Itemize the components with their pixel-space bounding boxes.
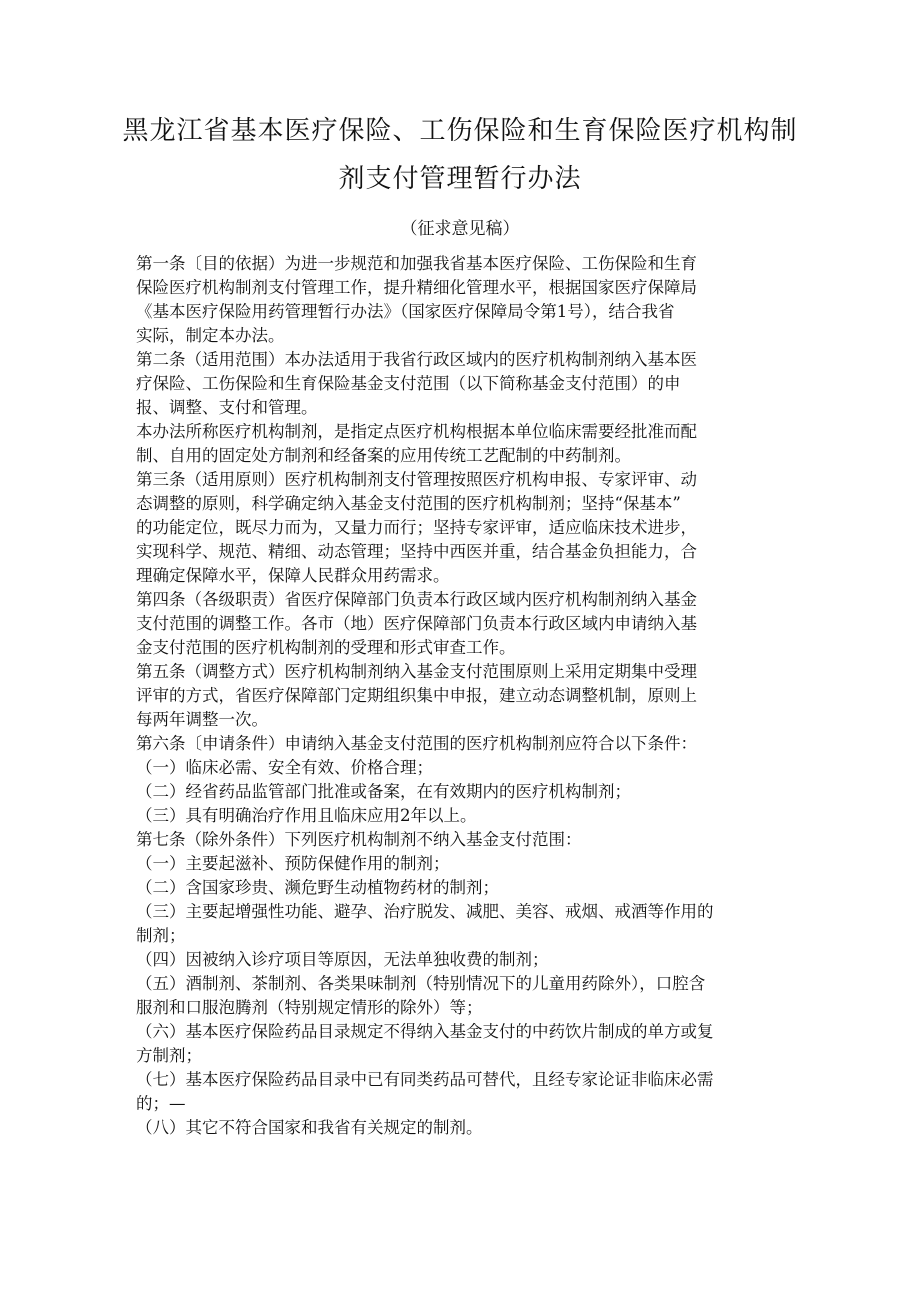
body-line: 第四条（各级职责）省医疗保障部门负责本行政区域内医疗机构制剂纳入基金 [136, 590, 697, 609]
body-line: 第五条（调整方式）医疗机构制剂纳入基金支付范围原则上采用定期集中受理 [136, 662, 697, 681]
body-line: 评审的方式，省医疗保障部门定期组织集中申报，建立动态调整机制，原则上 [136, 686, 697, 705]
body-line: 的；— [136, 1094, 186, 1113]
body-line: （一）临床必需、安全有效、价格合理； [136, 758, 433, 777]
body-line: （一）主要起滋补、预防保健作用的制剂； [136, 854, 450, 873]
body-line: 实现科学、规范、精细、动态管理；坚持中西医并重，结合基金负担能力，合 [136, 542, 697, 561]
body-line: 方制剂； [136, 1046, 202, 1065]
body-line: （二）含国家珍贵、濒危野生动植物药材的制剂； [136, 878, 499, 897]
body-line: （三）具有明确治疗作用且临床应用2年以上。 [136, 806, 477, 825]
body-line: 疗保险、工伤保险和生育保险基金支付范围（以下简称基金支付范围）的申 [136, 374, 681, 393]
body-line: 本办法所称医疗机构制剂，是指定点医疗机构根据本单位临床需要经批准而配 [136, 422, 697, 441]
body-line: 制剂； [136, 926, 186, 945]
body-line: 第七条（除外条件）下列医疗机构制剂不纳入基金支付范围： [136, 830, 582, 849]
document-title-line-2: 剂支付管理暂行办法 [338, 164, 582, 194]
body-line: 第六条〔申请条件）申请纳入基金支付范围的医疗机构制剂应符合以下条件： [136, 734, 697, 753]
body-line: 第三条（适用原则）医疗机构制剂支付管理按照医疗机构申报、专家评审、动 [136, 470, 697, 489]
body-line: 实际，制定本办法。 [136, 326, 285, 345]
body-line: （二）经省药品监管部门批准或备案，在有效期内的医疗机构制剂； [136, 782, 631, 801]
body-line: 保险医疗机构制剂支付管理工作，提升精细化管理水平，根据国家医疗保障局 [136, 278, 697, 297]
body-line: 态调整的原则，科学确定纳入基金支付范围的医疗机构制剂；坚持“保基本” [136, 494, 681, 513]
body-line: （七）基本医疗保险药品目录中已有同类药品可替代，且经专家论证非临床必需 [136, 1070, 714, 1089]
body-line: 支付范围的调整工作。各市（地）医疗保障部门负责本行政区域内申请纳入基 [136, 614, 697, 633]
body-line: 的功能定位，既尽力而为，又量力而行；坚持专家评审，适应临床技术进步， [136, 518, 697, 537]
body-line: 理确定保障水平，保障人民群众用药需求。 [136, 566, 450, 585]
body-line: 金支付范围的医疗机构制剂的受理和形式审查工作。 [136, 638, 516, 657]
body-line: （六）基本医疗保险药品目录规定不得纳入基金支付的中药饮片制成的单方或复 [136, 1022, 714, 1041]
body-line: 报、调整、支付和管理。 [136, 398, 318, 417]
body-line: （八）其它不符合国家和我省有关规定的制剂。 [136, 1118, 483, 1137]
body-line: （三）主要起增强性功能、避孕、治疗脱发、减肥、美容、戒烟、戒酒等作用的 [136, 902, 714, 921]
body-line: 制、自用的固定处方制剂和经备案的应用传统工艺配制的中药制剂。 [136, 446, 631, 465]
body-line: （四）因被纳入诊疗项目等原因，无法单独收费的制剂； [136, 950, 549, 969]
document-body [136, 252, 786, 1140]
body-line: 每两年调整一次。 [136, 710, 268, 729]
body-line: 服剂和口服泡腾剂（特别规定情形的除外）等； [136, 998, 483, 1017]
body-line: 第二条（适用范围）本办法适用于我省行政区域内的医疗机构制剂纳入基本医 [136, 350, 697, 369]
body-line: （五）酒制剂、茶制剂、各类果味制剂（特别情况下的儿童用药除外），口腔含 [136, 974, 706, 993]
body-line: 《基本医疗保险用药管理暂行办法》（国家医疗保障局令第1号），结合我省 [136, 302, 675, 321]
document-subtitle: （征求意见稿） [400, 219, 520, 239]
document-title-line-1: 黑龙江省基本医疗保险、工伤保险和生育保险医疗机构制 [122, 116, 798, 146]
body-line: 第一条〔目的依据）为进一步规范和加强我省基本医疗保险、工伤保险和生育 [136, 254, 697, 273]
